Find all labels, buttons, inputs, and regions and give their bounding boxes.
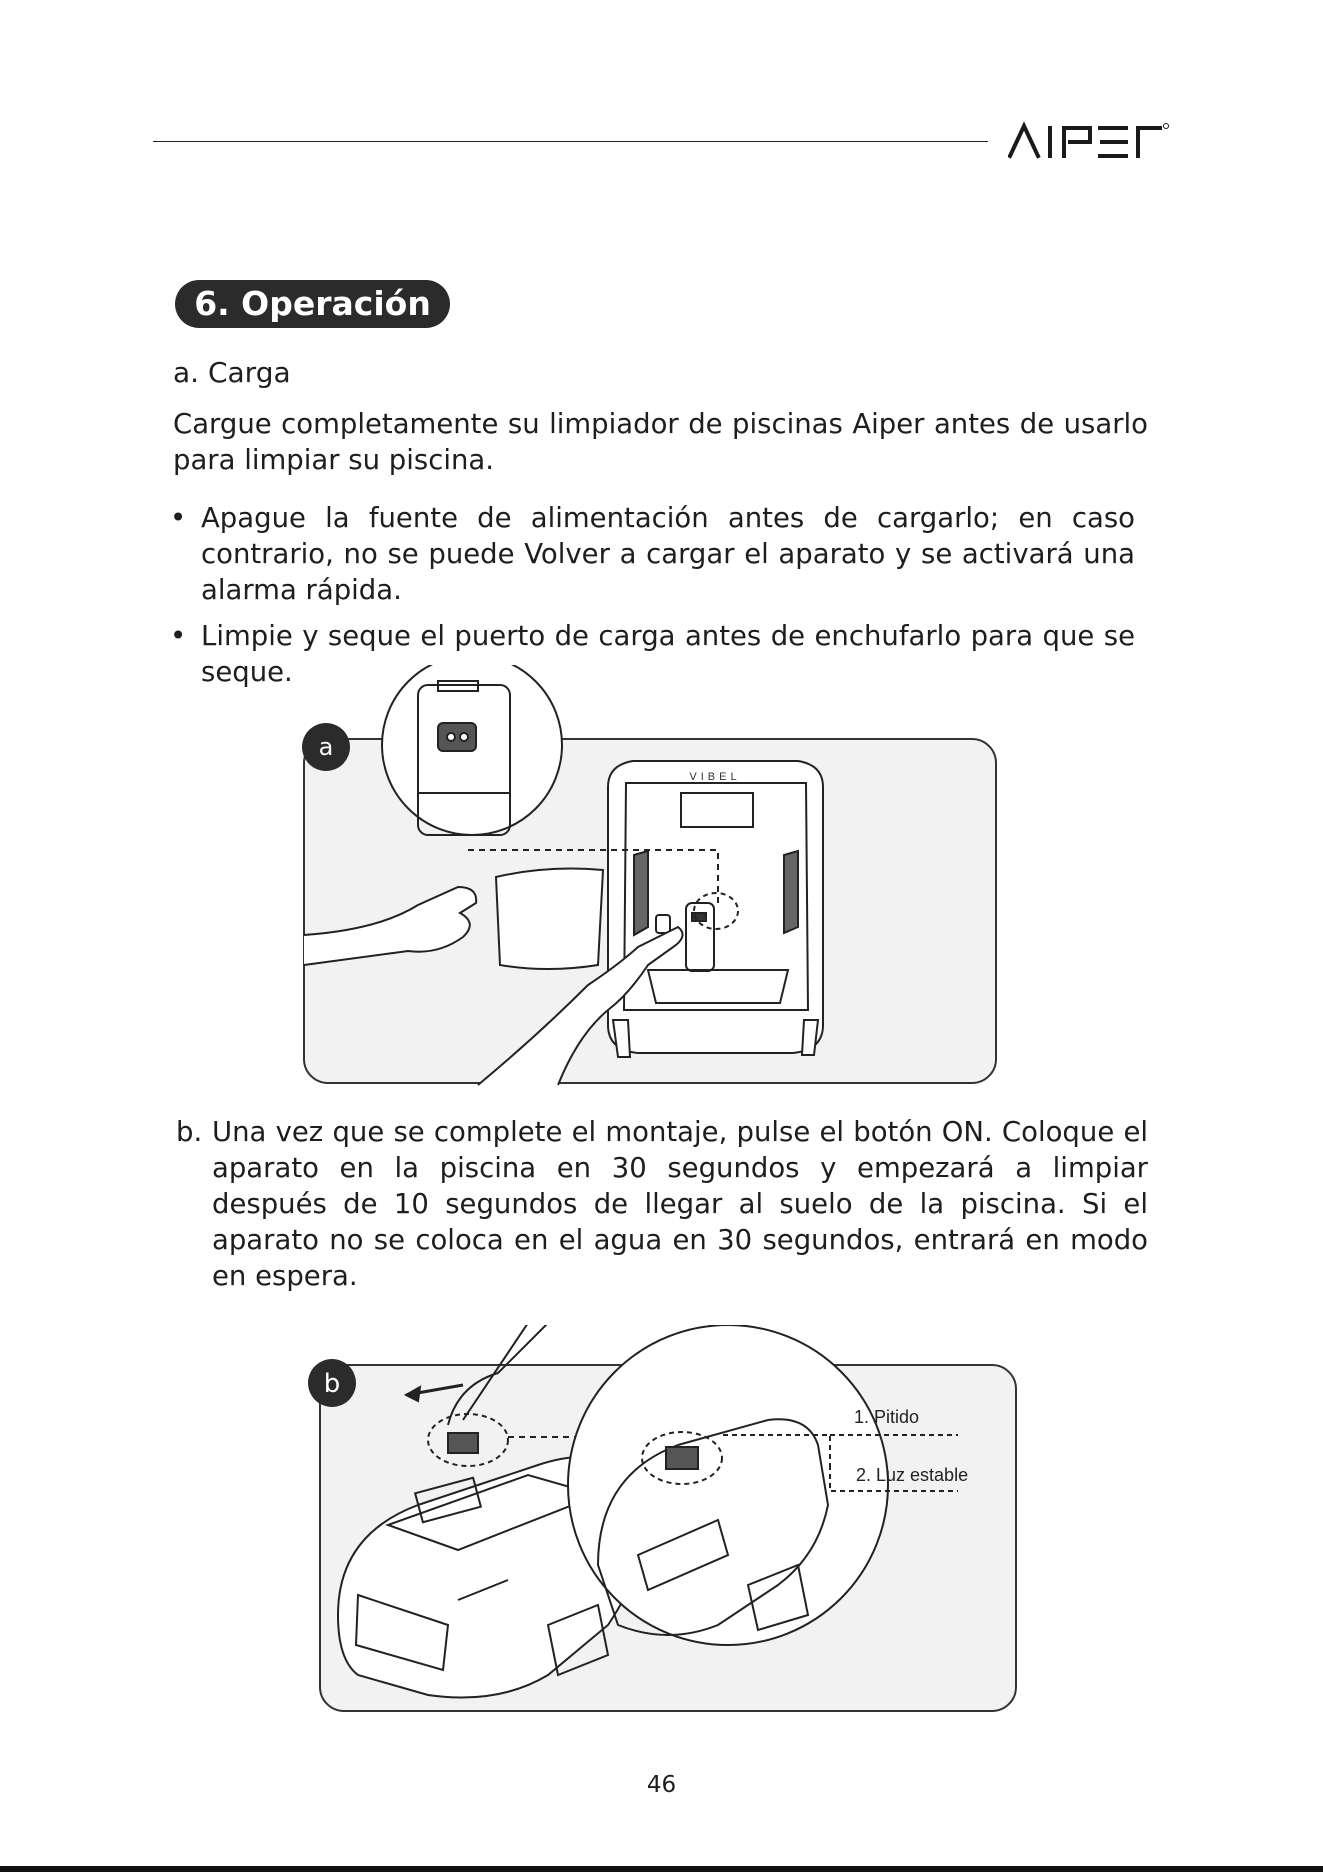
bullet-dot: • bbox=[170, 620, 187, 652]
header-rule bbox=[153, 141, 988, 142]
bullet-text: Apague la fuente de alimentación antes de cargarlo; en caso contrario, no se puede Volver a cargar el aparato y se activará una alarma rápida. bbox=[201, 502, 1135, 606]
bullet-text: Limpie y seque el puerto de carga antes de enchufarlo para que se seque. bbox=[201, 620, 1135, 688]
bullet-dot: • bbox=[170, 502, 187, 534]
charging-bullet-1 bbox=[170, 500, 1135, 608]
step-b bbox=[176, 1114, 1148, 1294]
page-number: 46 bbox=[646, 1772, 677, 1798]
callout-beep: 1. Pitido bbox=[854, 1407, 920, 1427]
charging-intro bbox=[173, 406, 1148, 478]
brand-logo bbox=[1008, 116, 1170, 164]
callout-steady-light: 2. Luz estable bbox=[856, 1465, 969, 1485]
charging-illustration bbox=[288, 665, 1008, 1087]
charging-intro-text: Cargue completamente su limpiador de piscinas Aiper antes de usarlo para limpiar su piscina. bbox=[173, 408, 1148, 476]
step-b-label: b. bbox=[176, 1116, 203, 1148]
device-model-text: VIBEL bbox=[689, 771, 741, 783]
section-title: 6. Operación bbox=[175, 280, 450, 328]
bottom-bar bbox=[0, 1866, 1323, 1872]
charging-heading: a. Carga bbox=[173, 356, 291, 389]
badge-a-label: a bbox=[318, 733, 334, 761]
step-b-text: Una vez que se complete el montaje, pulse el botón ON. Coloque el aparato en la piscina en 30 segundos y empezará a limpiar después de 10 segundos de llegar al suelo de la piscina. Si el aparato no se coloca en el agua en 30 segundos, entrará en modo en espera. bbox=[212, 1116, 1148, 1292]
power-on-illustration bbox=[298, 1325, 1020, 1715]
badge-b-label: b bbox=[323, 1369, 341, 1399]
